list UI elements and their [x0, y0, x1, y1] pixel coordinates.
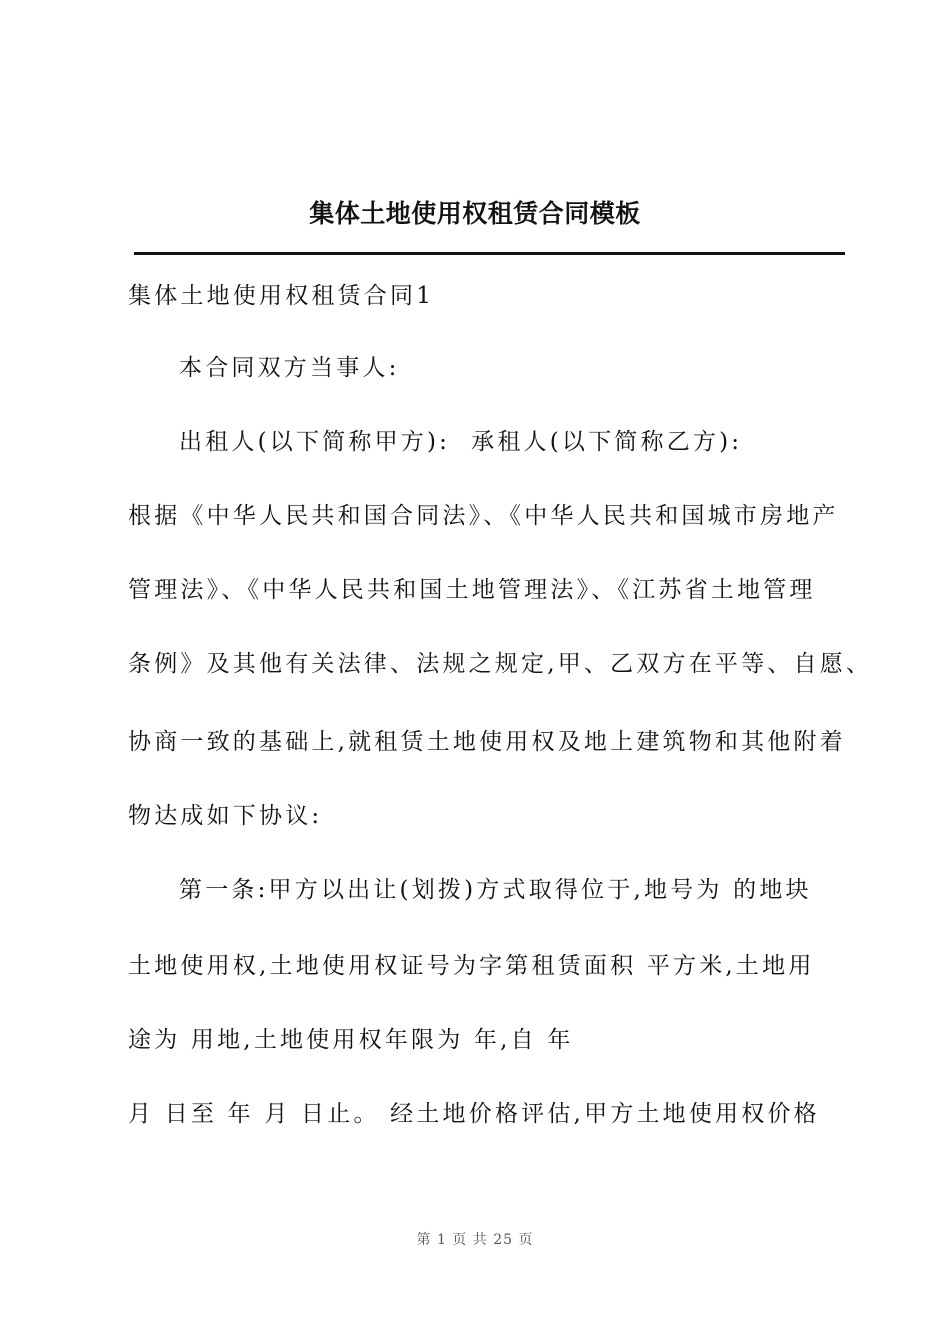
body-line-heading: 集体土地使用权租赁合同1 — [128, 283, 435, 309]
body-line-article-1-cont-2: 途为 用地,土地使用权年限为 年,自 年 — [128, 1027, 574, 1053]
document-title: 集体土地使用权租赁合同模板 — [309, 199, 641, 228]
body-line-article-1: 第一条:甲方以出让(划拨)方式取得位于,地号为 的地块 — [179, 877, 812, 903]
body-line-basis-3: 条例》及其他有关法律、法规之规定,甲、乙双方在平等、自愿、 — [128, 651, 873, 677]
body-line-basis-2: 管理法》、《中华人民共和国土地管理法》、《江苏省土地管理 — [128, 577, 816, 603]
body-line-lessor-lessee: 出租人(以下简称甲方): 承租人(以下简称乙方): — [179, 429, 743, 455]
body-line-basis-5: 物达成如下协议: — [128, 803, 323, 829]
body-line-article-1-cont-1: 土地使用权,土地使用权证号为字第租赁面积 平方米,土地用 — [128, 953, 815, 979]
body-line-basis-4: 协商一致的基础上,就租赁土地使用权及地上建筑物和其他附着 — [128, 729, 846, 755]
body-line-basis-1: 根据《中华人民共和国合同法》、《中华人民共和国城市房地产 — [128, 503, 839, 529]
title-divider — [134, 252, 845, 255]
body-line-parties: 本合同双方当事人: — [179, 355, 400, 381]
body-line-article-1-cont-3: 月 日至 年 月 日止。 经土地价格评估,甲方土地使用权价格 — [128, 1101, 820, 1127]
page-number-footer: 第 1 页 共 25 页 — [416, 1232, 534, 1248]
